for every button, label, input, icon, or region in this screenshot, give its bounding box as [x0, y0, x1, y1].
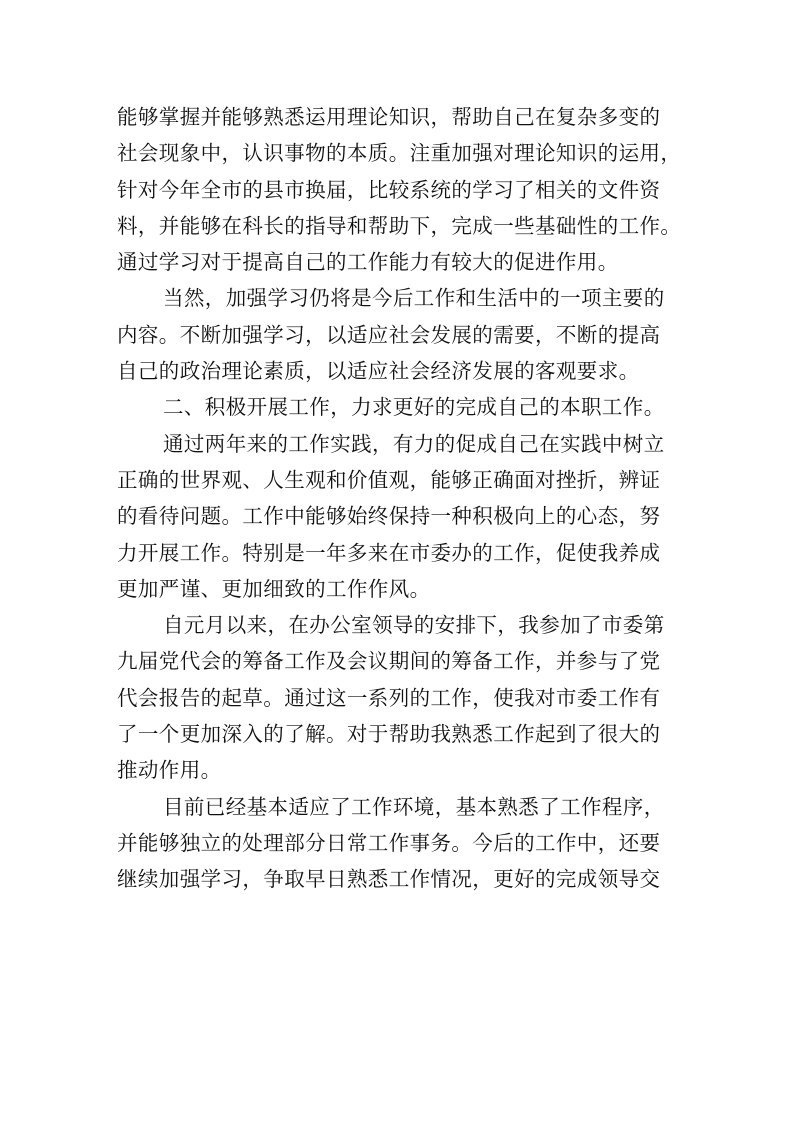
text-line: 代会报告的起草。通过这一系列的工作，使我对市委工作有 [117, 685, 661, 710]
text-line: 内容。不断加强学习，以适应社会发展的需要，不断的提高 [117, 322, 661, 347]
text-line: 更加严谨、更加细致的工作作风。 [117, 576, 431, 601]
text-line: 正确的世界观、人生观和价值观，能够正确面对挫折，辨证 [117, 467, 661, 492]
text-line: 自己的政治理论素质，以适应社会经济发展的客观要求。 [117, 359, 640, 384]
text-line: 能够掌握并能够熟悉运用理论知识，帮助自己在复杂多变的 [117, 105, 661, 129]
paragraph-start-line: 当然，加强学习仍将是今后工作和生活中的一项主要的 [163, 286, 665, 311]
text-line: 社会现象中，认识事物的本质。注重加强对理论知识的运用， [117, 141, 682, 166]
text-line: 并能够独立的处理部分日常工作事务。今后的工作中，还要 [117, 830, 661, 855]
paragraph-start-line: 通过两年来的工作实践，有力的促成自己在实践中树立 [163, 431, 665, 456]
section-heading: 二、积极开展工作，力求更好的完成自己的本职工作。 [163, 395, 665, 420]
paragraph-start-line: 自元月以来，在办公室领导的安排下，我参加了市委第 [163, 613, 665, 638]
document-text [117, 99, 697, 898]
text-line: 推动作用。 [117, 758, 222, 783]
paragraph-start-line: 目前已经基本适应了工作环境，基本熟悉了工作程序， [163, 794, 665, 819]
text-line: 针对今年全市的县市换届，比较系统的学习了相关的文件资 [117, 177, 661, 202]
text-line: 料，并能够在科长的指导和帮助下，完成一些基础性的工作。 [117, 213, 682, 238]
text-line: 的看待问题。工作中能够始终保持一种积极向上的心态，努 [117, 504, 661, 529]
text-line: 了一个更加深入的了解。对于帮助我熟悉工作起到了很大的 [117, 722, 661, 747]
text-line: 继续加强学习，争取早日熟悉工作情况，更好的完成领导交 [117, 867, 661, 892]
text-line: 通过学习对于提高自己的工作能力有较大的促进作用。 [117, 250, 619, 275]
text-line: 九届党代会的筹备工作及会议期间的筹备工作，并参与了党 [117, 649, 661, 674]
text-line: 力开展工作。特别是一年多来在市委办的工作，促使我养成 [117, 540, 661, 565]
